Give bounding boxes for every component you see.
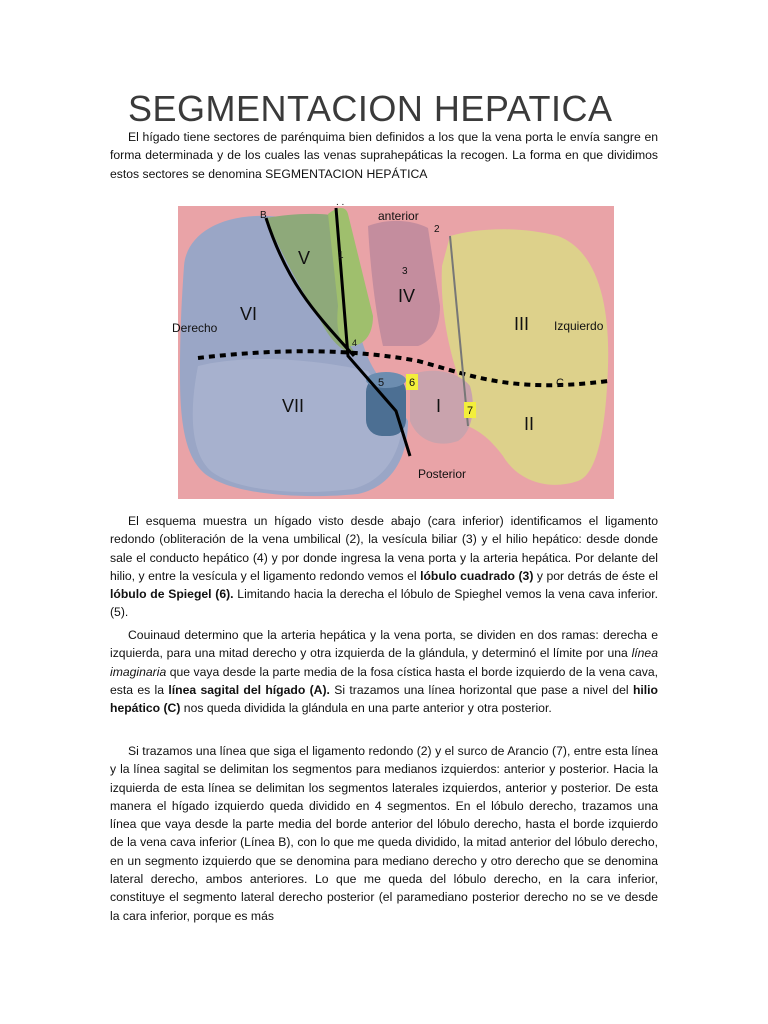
intro-text: El hígado tiene sectores de parénquima bien definidos a los que la vena porta le envía sangre en forma determinada y de los cuales las venas suprahepáticas la recogen. La forma en que dividimos estos sectores se denomina: [110, 130, 658, 181]
p3-bold-2: hilio hepático (C): [110, 682, 658, 716]
p3-text-2: que vaya desde la parte media de la fosa cística hasta el borde izquierdo de la vena cava, esta es la: [110, 664, 658, 697]
p2-text-1: El esquema muestra un hígado visto desde abajo (cara inferior) identificamos el ligamento redondo (obliteración de la vena umbilical (2), la vesícula biliar (3) y el hilio hepático: desde donde sale el conducto hepático (4) y por donde ingresa la vena porta y la arteria hepática. Por delante del hilio, y entre la vesícula y el ligamento redondo vemos el: [110, 514, 658, 583]
p3-italic-1: línea imaginaria: [110, 646, 658, 679]
label-3: 3: [402, 266, 408, 277]
p3-text-3: Si trazamos una línea horizontal que pase a nivel del: [329, 682, 633, 697]
label-b: B: [260, 210, 267, 221]
label-6: 6: [409, 377, 416, 389]
paragraph-2: [110, 512, 658, 622]
label-vi: VI: [240, 304, 258, 324]
p2-text-3: Limitando hacia la derecha el lóbulo de Spieghel vemos la vena cava inferior. (5).: [110, 587, 658, 620]
label-c: C: [556, 377, 564, 389]
p2-bold-2: lóbulo de Spiegel (6).: [110, 587, 234, 602]
label-derecho: Derecho: [172, 321, 218, 335]
p2-bold-1: lóbulo cuadrado (3): [420, 568, 534, 583]
label-dots: . .: [336, 197, 345, 208]
intro-paragraph: [110, 128, 658, 183]
label-2: 2: [434, 224, 440, 235]
label-5: 5: [378, 377, 385, 389]
label-v: V: [298, 248, 311, 268]
label-posterior: Posterior: [418, 467, 467, 481]
label-iv: IV: [398, 286, 416, 306]
liver-diagram: [172, 197, 614, 499]
p3-text-1: Couinaud determino que la arteria hepática y la vena porta, se dividen en dos ramas: derecha e izquierda, para una mitad derecho y otra izquierda de la glándula, y determinó el límite por una: [110, 628, 658, 661]
label-1: 1: [338, 250, 344, 261]
label-anterior: anterior: [378, 209, 419, 223]
label-vii: VII: [282, 396, 305, 416]
liver-segmentation-figure: [172, 197, 614, 499]
document-title: SEGMENTACION HEPATICA: [128, 88, 613, 129]
label-7: 7: [467, 405, 474, 417]
label-iii: III: [514, 314, 530, 334]
p2-text-2: y por detrás de éste el: [533, 568, 659, 583]
p3-text-4: nos queda dividida la glándula en una parte anterior y otra posterior.: [180, 701, 552, 716]
label-izquierdo: Izquierdo: [554, 319, 604, 333]
intro-strong: SEGMENTACION HEPÁTICA: [265, 166, 428, 181]
label-i: I: [436, 396, 442, 416]
p4-text: Si trazamos una línea que siga el ligamento redondo (2) y el surco de Arancio (7), entre esta línea y la línea sagital se delimitan los segmentos para medianos izquierdos: anterior y posterior. Hacia la izquierda de esta línea se delimitan los segmentos laterales izquierdos, anterior y posterior. De esta manera el hígado izquierdo queda dividido en 4 segmentos. En el lóbulo derecho, trazamos una línea que vaya desde la parte media del borde anterior del lóbulo derecho, hasta el borde izquierdo de la vena cava inferior (Línea B), con lo que me queda dividido, la mitad anterior del lóbulo derecho, en un segmento izquierdo que se denomina para mediano derecho y otro derecho que se denomina lateral derecho, ambos anteriores. Lo que me queda del lóbulo derecho, en la cara inferior, constituye el segmento lateral derecho posterior (el paramediano posterior derecho no se ve desde la cara inferior, porque es más: [110, 744, 658, 923]
paragraph-4: [110, 742, 658, 925]
paragraph-3: [110, 626, 658, 717]
label-ii: II: [524, 414, 535, 434]
label-4: 4: [352, 338, 358, 348]
p3-bold-1: línea sagital del hígado (A).: [168, 682, 330, 697]
